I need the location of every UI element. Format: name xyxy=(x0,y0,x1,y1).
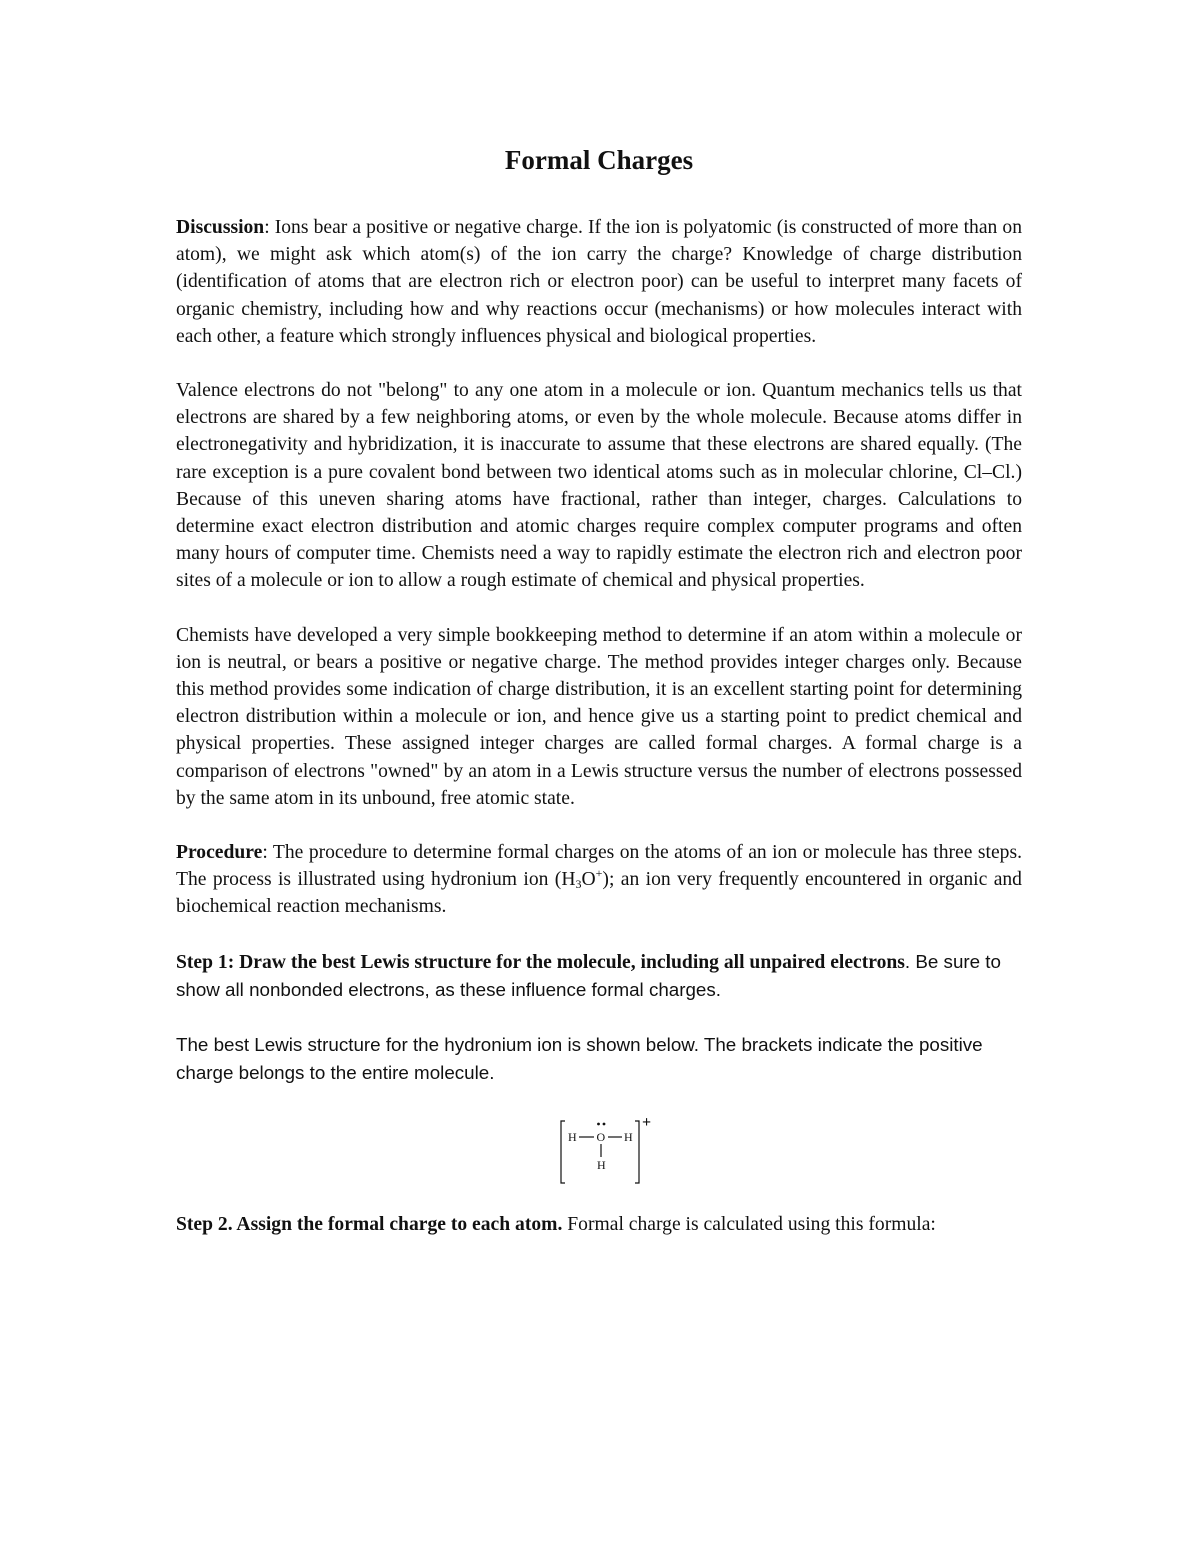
document-page xyxy=(176,140,1022,1266)
lone-pair-electron-1 xyxy=(597,1123,600,1126)
step2-text: Formal charge is calculated using this formula: xyxy=(562,1214,936,1236)
procedure-text-after: ); an ion very frequently encountered in organic and biochemical reaction mechanisms. xyxy=(176,869,1022,918)
lewis-structure-drawing xyxy=(559,1114,679,1189)
lone-pair-electron-2 xyxy=(603,1123,606,1126)
left-bracket xyxy=(561,1121,565,1183)
hydronium-oxygen: O xyxy=(581,869,596,891)
lewis-paragraph xyxy=(176,1031,1022,1087)
procedure-label: Procedure xyxy=(176,842,263,864)
discussion-paragraph xyxy=(176,214,1022,350)
step1-paragraph xyxy=(176,948,1022,1004)
hydronium-superscript: + xyxy=(595,866,603,881)
atom-h-bottom: H xyxy=(597,1158,606,1173)
hydronium-lewis-structure xyxy=(559,1114,679,1189)
page-title: Formal Charges xyxy=(504,145,694,175)
discussion-text: : Ions bear a positive or negative charge. If the ion is polyatomic (is constructed of more than on atom), we might ask which atom(s) of the ion carry the charge? Knowledge of charge distribution (identification of atoms that are electron rich or electron poor) can be useful to interpret many facets of organic chemistry, including how and why reactions occur (mechanisms) or how molecules interact with each other, a feature which strongly influences physical and biological properties. xyxy=(176,217,1022,347)
procedure-paragraph xyxy=(176,839,1022,921)
overall-charge: + xyxy=(642,1114,652,1132)
step2-label: Step 2. Assign the formal charge to each atom. xyxy=(176,1214,563,1236)
hydronium-subscript: 3 xyxy=(575,877,582,892)
atom-h-left: H xyxy=(568,1130,577,1145)
lewis-text: The best Lewis structure for the hydronium ion is shown below. The brackets indicate the positive charge belongs to the entire molecule. xyxy=(176,1034,983,1084)
step1-text: . Be sure to show all nonbonded electrons, as these influence formal charges. xyxy=(176,950,1001,1000)
procedure-text-before: : The procedure to determine formal charges on the atoms of an ion or molecule has three steps. The process is illustrated using hydronium ion (H xyxy=(176,842,1022,891)
bookkeeping-paragraph: Chemists have developed a very simple bookkeeping method to determine if an atom within a molecule or ion is neutral, or bears a positive or negative charge. The method provides integer charges only. Because this method provides some indication of charge distribution, it is an excellent starting point for determining electron distribution within a molecule or ion, and hence give us a starting point to predict chemical and physical properties. These assigned integer charges are called formal charges. A formal charge is a comparison of electrons "owned" by an atom in a Lewis structure versus the number of electrons possessed by the same atom in its unbound, free atomic state. xyxy=(176,624,1022,809)
step1-label: Step 1: Draw the best Lewis structure for the molecule, including all unpaired electrons xyxy=(176,951,905,973)
step2-paragraph xyxy=(176,1211,1022,1238)
atom-o-center: O xyxy=(596,1130,606,1145)
discussion-label: Discussion xyxy=(176,217,265,238)
atom-h-right: H xyxy=(624,1130,633,1145)
right-bracket xyxy=(635,1121,639,1183)
valence-paragraph: Valence electrons do not "belong" to any one atom in a molecule or ion. Quantum mechanics tells us that electrons are shared by a few neighboring atoms, or even by the whole molecule. Because atoms differ in electronegativity and hybridization, it is inaccurate to assume that these electrons are shared equally. (The rare exception is a pure covalent bond between two identical atoms such as in molecular chlorine, Cl–Cl.) Because of this uneven sharing atoms have fractional, rather than integer, charges. Calculations to determine exact electron distribution and atomic charges require complex computer programs and often many hours of computer time. Chemists need a way to rapidly estimate the electron rich and electron poor sites of a molecule or ion to allow a rough estimate of chemical and physical properties. xyxy=(176,380,1022,592)
